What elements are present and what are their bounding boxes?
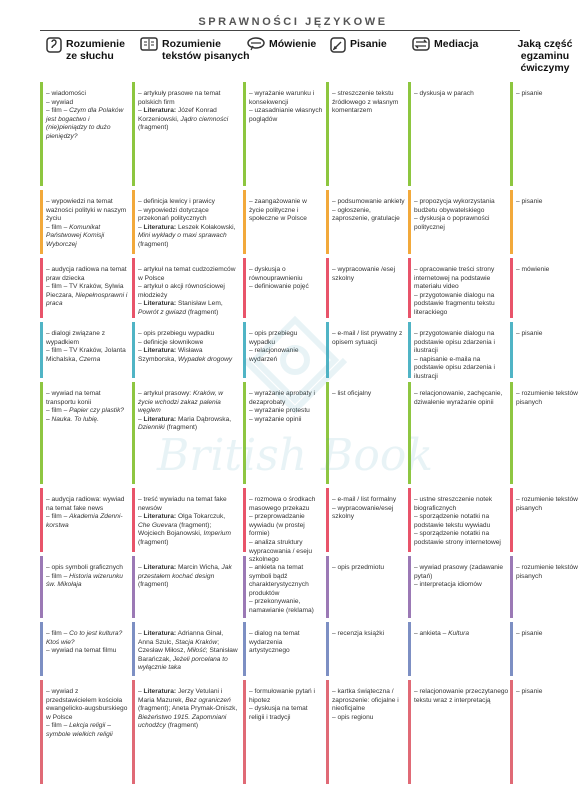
table-cell (516, 564, 578, 581)
cell-item: – Literatura: Marcin Wicha, Jak przestałem kochać design (fragment) (138, 564, 232, 589)
column-label: Rozumienie tekstów pisanych (162, 38, 250, 62)
cell-item: – wywiad na temat filmu (46, 647, 117, 655)
row-color-bar (510, 488, 513, 552)
cell-item: – artykuł o akcji równościowej młodzieży (138, 283, 225, 299)
cell-item: – opis regionu (332, 713, 374, 721)
cell-item: – film – Komunikat Państwowej Komisji Wyborczej (46, 223, 105, 248)
row-color-bar (326, 680, 329, 784)
table-cell (249, 90, 323, 124)
cell-item: – wypracowanie/esej szkolny (332, 504, 394, 521)
cell-item: – ankieta – Kultura (414, 630, 469, 637)
column-label: Mówienie (269, 38, 317, 50)
column-label: Rozumienie ze słuchu (66, 38, 125, 62)
row-color-bar (510, 258, 513, 318)
row-color-bar (132, 382, 135, 484)
cell-item: – opis symboli graficznych (46, 564, 123, 571)
row-color-bar (132, 680, 135, 784)
row-color-bar (132, 82, 135, 186)
row-color-bar (243, 382, 246, 484)
table-cell (138, 496, 238, 548)
cell-item: – film – Historia wizerunku św. Mikołaja (46, 572, 123, 589)
table-cell (332, 564, 407, 573)
table-cell (516, 266, 578, 275)
row-color-bar (243, 556, 246, 618)
cell-item: – kartka świąteczna / zaproszenie: oficjalne i nieoficjalne (332, 688, 399, 713)
cell-item: – pisanie (516, 198, 543, 205)
table-cell (414, 330, 509, 382)
row-color-bar (326, 488, 329, 552)
cell-item: – mówienie (516, 266, 550, 273)
cell-item: – wywiad z przedstawicielem kościoła ewangelicko-augsburskiego w Polsce (46, 688, 128, 721)
cell-item: – e-mail / list formalny (332, 496, 397, 503)
row-color-bar (326, 190, 329, 254)
cell-item: – Literatura: Adrianna Ginał, Anna Szulc, Stacja Kraków; Czesław Miłosz, Miłość; Stanisław Barańczak, Jeżeli porcelana to wyłącznie taka (138, 630, 238, 672)
table-cell (138, 330, 238, 364)
cell-item: – wyrażanie aprobaty i dezaprobaty (249, 390, 315, 406)
cell-item: – wypracowanie /esej szkolny (332, 266, 396, 282)
cell-item: – dialogi związane z wypadkiem (46, 330, 106, 346)
table-cell (46, 564, 128, 590)
table-cell (46, 198, 128, 250)
table-cell (138, 688, 238, 731)
ear-icon (46, 37, 62, 56)
column-label: Jaką część egzaminu ćwiczymy (517, 38, 573, 74)
cell-item: – wywiad (46, 98, 74, 106)
table-cell (46, 330, 128, 364)
table-cell (249, 330, 323, 364)
table-cell (332, 688, 407, 722)
cell-item: – film – Czym dla Polaków jest bogactwo i (nie)pieniądzy to dużo pieniędzy? (46, 107, 124, 140)
table-cell (138, 90, 238, 133)
cell-item: – relacjonowanie przeczytanego tekstu wraz z interpretacją (414, 688, 509, 704)
cell-item: – wypowiedzi dotyczące przekonań politycznych (138, 206, 209, 223)
book-icon (140, 37, 158, 54)
table-cell (46, 630, 128, 656)
cell-item: – Literatura: Stanisław Lem, Powrót z gwiazd (fragment) (138, 300, 223, 316)
table-cell (516, 496, 578, 513)
cell-item: – zaangażowanie w życie polityczne i społeczne w Polsce (249, 198, 307, 223)
row-color-bar (510, 382, 513, 484)
row-color-bar (40, 322, 43, 378)
table-cell (414, 390, 509, 407)
cell-item: – artykuł na temat cudzoziemców w Polsce (138, 266, 236, 282)
cell-item: – opis przebiegu wypadku (249, 330, 298, 346)
row-color-bar (326, 556, 329, 618)
row-color-bar (40, 382, 43, 484)
table-cell (414, 90, 509, 99)
cell-item: – wywiad na temat transportu konii (46, 390, 101, 406)
cell-item: – rozmowa o środkach masowego przekazu (249, 496, 316, 512)
cell-item: – film – Papier czy plastik? – Nauka. To lubię. (46, 407, 125, 423)
watermark-text: British Book (156, 430, 434, 481)
cell-item: – relacjonowanie wydarzeń (249, 347, 299, 363)
table-cell (249, 688, 323, 722)
table-cell (332, 266, 407, 283)
row-color-bar (243, 488, 246, 552)
row-color-bar (243, 622, 246, 676)
cell-item: – Literatura: Józef Konrad Korzeniowski, Jądro ciemności (fragment) (138, 107, 229, 132)
row-color-bar (243, 258, 246, 318)
cell-item: – analiza struktury wypracowania / eseju szkolnego (249, 538, 313, 564)
table-cell (516, 330, 578, 339)
row-color-bar (243, 322, 246, 378)
row-color-bar (326, 322, 329, 378)
cell-item: – list oficjalny (332, 390, 372, 397)
row-color-bar (408, 488, 411, 552)
cell-item: – opis przedmiotu (332, 564, 385, 571)
row-color-bar (408, 258, 411, 318)
cell-item: – artykuł prasowy: Kraków, w życie wchodzi zakaz palenia węglem (138, 390, 224, 415)
cell-item: – podsumowanie ankiety (332, 198, 405, 205)
cell-item: – ustne streszczenie notek biograficznych (414, 496, 493, 512)
cell-item: – audycja radiowa na temat praw dziecka (46, 266, 127, 282)
cell-item: – wyrażanie warunku i konsekwencji (249, 90, 315, 106)
cell-item: – dyskusja na temat religii i tradycji (249, 705, 308, 721)
cell-item: – wiadomości (46, 90, 86, 97)
table-cell (46, 496, 128, 530)
cell-item: – Literatura: Olga Tokarczuk, Che Guevara (fragment); Wojciech Bojanowski, Imperium (fragment) (138, 513, 231, 546)
table-cell (414, 198, 509, 232)
cell-item: – e-mail / list prywatny z opisem sytuacji (332, 330, 403, 346)
cell-item: – definiowanie pojęć (249, 283, 309, 291)
table-cell (138, 198, 238, 250)
cell-item: – dyskusja o równouprawnieniu (249, 266, 303, 282)
table-cell (414, 266, 509, 318)
cell-item: – ogłoszenie, zaproszenie, gratulacje (332, 206, 400, 223)
cell-item: – przekonywanie, namawianie (reklama) (249, 598, 314, 614)
table-cell (516, 390, 578, 407)
pen-icon (330, 37, 346, 56)
cell-item: – film – TV Kraków, Sylwia Pieczara, Niepełnosprawni i praca (46, 283, 128, 308)
header-exam-part (510, 38, 580, 74)
row-color-bar (408, 190, 411, 254)
table-cell (46, 266, 128, 309)
cell-item: – przygotowanie dialogu na podstawie fragmentu tekstu literackiego (414, 291, 495, 316)
cell-item: – rozumienie tekstów pisanych (516, 390, 578, 406)
header-mediation (412, 38, 478, 54)
cell-item: – dyskusja o poprawności politycznej (414, 215, 490, 231)
table-cell (414, 564, 509, 590)
row-color-bar (510, 556, 513, 618)
cell-item: – pisanie (516, 330, 543, 337)
row-color-bar (132, 258, 135, 318)
row-color-bar (40, 488, 43, 552)
cell-item: – film – Akademia Zdenni-korstwa (46, 513, 123, 529)
section-title: SPRAWNOŚCI JĘZYKOWE (198, 16, 388, 28)
cell-item: – dyskusja w parach (414, 90, 474, 97)
cell-item: – wywiad prasowy (zadawanie pytań) (414, 564, 504, 580)
table-cell (516, 90, 578, 99)
cell-item: – wypowiedzi na temat ważności polityki w naszym życiu (46, 198, 127, 223)
exchange-icon (412, 37, 430, 54)
table-cell (332, 330, 407, 347)
cell-item: – pisanie (516, 688, 543, 695)
cell-item: – sporządzenie notatki na podstawie strony internetowej (414, 530, 501, 546)
cell-item: – rozumienie tekstów pisanych (516, 564, 578, 580)
cell-item: – Literatura: Wisława Szymborska, Wypadek drogowy (138, 347, 233, 363)
table-cell (249, 496, 323, 565)
row-color-bar (40, 622, 43, 676)
cell-item: – audycja radiowa: wywiad na temat fake news (46, 496, 125, 512)
table-cell (516, 630, 578, 639)
table-cell (249, 630, 323, 656)
row-color-bar (40, 190, 43, 254)
cell-item: – opracowanie treści strony internetowej na podstawie materiału video (414, 266, 495, 291)
table-cell (414, 688, 509, 705)
cell-item: – definicje słownikowe (138, 338, 204, 346)
row-color-bar (408, 322, 411, 378)
row-color-bar (132, 190, 135, 254)
row-color-bar (408, 556, 411, 618)
row-color-bar (408, 622, 411, 676)
row-color-bar (326, 382, 329, 484)
title-divider (40, 30, 520, 31)
table-cell (414, 630, 509, 639)
column-label: Pisanie (350, 38, 387, 50)
speech-icon (247, 37, 265, 54)
row-color-bar (510, 622, 513, 676)
cell-item: – film – Lekcja religii – symbole wielkich religii (46, 722, 113, 738)
row-color-bar (132, 488, 135, 552)
cell-item: – wyrażanie protestu (249, 407, 310, 415)
cell-item: – ankieta na temat symboli bądź charakterystycznych produktów (249, 564, 309, 597)
row-color-bar (40, 680, 43, 784)
table-cell (516, 688, 578, 697)
cell-item: – relacjonowanie, zachęcanie, dziwalenie wyrażanie opinii (414, 390, 503, 406)
cell-item: – Literatura: Maria Dąbrowska, Dzienniki (fragment) (138, 415, 232, 432)
row-color-bar (510, 680, 513, 784)
table-cell (138, 266, 238, 318)
row-color-bar (326, 258, 329, 318)
cell-item: – rozumienie tekstów pisanych (516, 496, 578, 512)
cell-item: – uzasadnianie własnych poglądów (249, 107, 323, 123)
table-cell (332, 630, 407, 639)
row-color-bar (132, 322, 135, 378)
row-color-bar (510, 82, 513, 186)
table-cell (46, 390, 128, 424)
cell-item: – opis przebiegu wypadku (138, 330, 215, 337)
table-cell (332, 90, 407, 116)
cell-item: – treść wywiadu na temat fake newsów (138, 496, 227, 512)
header-speaking (247, 38, 316, 54)
cell-item: – formułowanie pytań i hipotez (249, 688, 315, 704)
table-cell (138, 630, 238, 673)
row-color-bar (510, 190, 513, 254)
cell-item: – pisanie (516, 630, 543, 637)
cell-item: – przeprowadzanie wywiadu (w prostej formie) (249, 513, 305, 538)
column-label: Mediacja (434, 38, 479, 50)
table-cell (249, 198, 323, 224)
row-color-bar (40, 82, 43, 186)
table-cell (332, 198, 407, 224)
cell-item: – definicja lewicy i prawicy (138, 198, 215, 205)
row-color-bar (40, 556, 43, 618)
cell-item: – recenzja książki (332, 630, 385, 637)
table-cell (516, 198, 578, 207)
row-color-bar (408, 82, 411, 186)
cell-item: – propozycja wykorzystania budżetu obywatelskiego (414, 198, 495, 214)
table-cell (249, 266, 323, 292)
header-writing (330, 38, 387, 56)
cell-item: – Literatura: Jerzy Vetulani i Maria Mazurek, Bez ograniczeń (fragment); Aneta Prymak-Oniszk, Bieżeństwo 1915. Zapomniani uchodźcy (fragment) (138, 688, 238, 730)
row-color-bar (326, 82, 329, 186)
header-listening (46, 38, 136, 62)
row-color-bar (408, 680, 411, 784)
cell-item: – film – TV Kraków, Jolanta Michalska, Czerna (46, 347, 126, 363)
cell-item: – streszczenie tekstu źródłowego z własnym komentarzem (332, 90, 399, 115)
table-cell (46, 90, 128, 142)
cell-item: – Literatura: Leszek Kołakowski, Mini wykłady o maxi sprawach (fragment) (138, 223, 236, 248)
table-cell (414, 496, 509, 548)
row-color-bar (408, 382, 411, 484)
cell-item: – wyrażanie opinii (249, 415, 302, 423)
row-color-bar (40, 258, 43, 318)
row-color-bar (132, 622, 135, 676)
table-cell (138, 564, 238, 590)
row-color-bar (132, 556, 135, 618)
row-color-bar (510, 322, 513, 378)
table-cell (332, 496, 407, 522)
cell-item: – interpretacja idiomów (414, 581, 482, 589)
cell-item: – dialog na temat wydarzenia artystycznego (249, 630, 300, 655)
row-color-bar (243, 680, 246, 784)
table-cell (249, 390, 323, 424)
table-cell (249, 564, 323, 616)
table-cell (138, 390, 238, 433)
header-reading (140, 38, 252, 62)
row-color-bar (243, 82, 246, 186)
cell-item: – film – Co to jest kultura? Ktoś wie? (46, 630, 123, 646)
cell-item: – sporządzenie notatki na podstawie tekstu wywiadu (414, 513, 491, 529)
cell-item: – przygotowanie dialogu na podstawie opisu zdarzenia i ilustracji (414, 330, 496, 355)
cell-item: – napisanie e-maila na podstawie opisu zdarzenia i ilustracji (414, 355, 496, 380)
cell-item: – artykuły prasowe na temat polskich firm (138, 90, 221, 106)
row-color-bar (326, 622, 329, 676)
table-cell (46, 688, 128, 740)
row-color-bar (243, 190, 246, 254)
table-cell (332, 390, 407, 399)
cell-item: – pisanie (516, 90, 543, 97)
